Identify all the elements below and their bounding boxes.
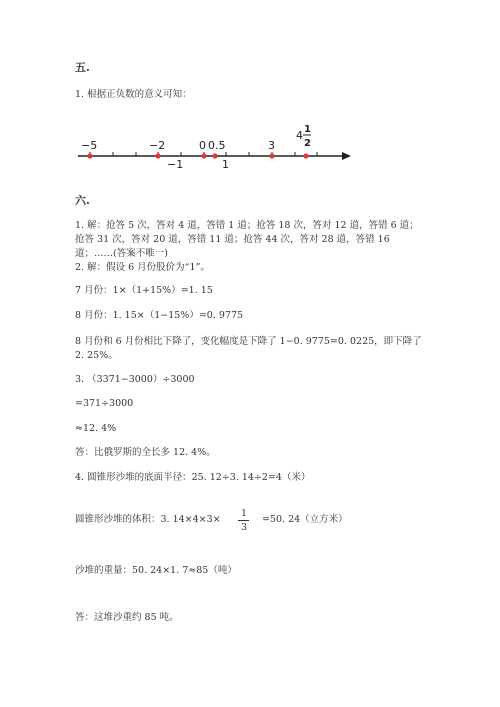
q4-fraction-denominator: 3 bbox=[241, 522, 248, 533]
q4-answer: 答：这堆沙重约 85 吨。 bbox=[75, 612, 179, 623]
section6-heading: 六. bbox=[75, 194, 90, 207]
label-minus-5: −5 bbox=[81, 139, 98, 152]
q1-line2: 抢答 31 次，答对 20 道，答错 11 道；抢答 44 次，答对 28 道，答错 16 bbox=[75, 234, 390, 245]
point-4-5 bbox=[303, 153, 308, 158]
label-3: 3 bbox=[268, 139, 275, 152]
label-0-5: 0.5 bbox=[208, 139, 226, 152]
q4-fraction-bar bbox=[238, 520, 249, 521]
q2-compare-line2: 2. 25%。 bbox=[75, 350, 118, 361]
q2-july: 7 月份：1×（1+15%）=1. 15 bbox=[75, 285, 213, 296]
q3-line3: ≈12. 4% bbox=[75, 423, 117, 434]
point-minus-2 bbox=[155, 153, 160, 158]
label-minus-1: −1 bbox=[167, 158, 184, 171]
q4-radius: 4. 圆锥形沙堆的底面半径：25. 12÷3. 14÷2=4（米） bbox=[75, 472, 311, 483]
q3-answer: 答：比俄罗斯的全长多 12. 4%。 bbox=[75, 447, 216, 458]
q1-line3: 道；……(答案不唯一) bbox=[75, 248, 168, 259]
point-0-5 bbox=[212, 153, 217, 158]
q3-line2: =371÷3000 bbox=[75, 398, 134, 409]
q4-volume-result: =50. 24（立方米） bbox=[262, 514, 348, 525]
number-line bbox=[70, 118, 360, 176]
q3-line1: 3. （3371−3000）÷3000 bbox=[75, 374, 195, 385]
label-mixed-numerator: 1 bbox=[304, 124, 311, 135]
label-minus-2: −2 bbox=[149, 139, 166, 152]
label-mixed-whole: 4 bbox=[296, 129, 303, 142]
point-minus-5 bbox=[87, 153, 92, 158]
label-0: 0 bbox=[199, 139, 206, 152]
q2-august: 8 月份：1. 15×（1−15%）=0. 9775 bbox=[75, 310, 244, 321]
q2-line1: 2. 解：假设 6 月份股价为“1”。 bbox=[75, 262, 210, 273]
q1-text: 1. 根据正负数的意义可知： bbox=[75, 89, 192, 100]
point-0 bbox=[201, 153, 206, 158]
point-3 bbox=[269, 153, 274, 158]
number-line-arrow bbox=[342, 152, 351, 160]
label-1: 1 bbox=[222, 158, 229, 171]
q1-line1: 1. 解：抢答 5 次，答对 4 道，答错 1 道；抢答 18 次，答对 12 道，答错 6 道； bbox=[75, 220, 419, 231]
q2-compare-line1: 8 月份和 6 月份相比下降了，变化幅度是下降了 1−0. 9775=0. 0225，即下降了 bbox=[75, 336, 422, 347]
q4-weight: 沙堆的重量：50. 24×1. 7≈85（吨） bbox=[75, 565, 237, 576]
q4-fraction-numerator: 1 bbox=[241, 508, 248, 519]
q4-volume-prefix: 圆锥形沙堆的体积：3. 14×4×3× bbox=[75, 514, 221, 525]
section5-heading: 五. bbox=[75, 61, 90, 74]
label-mixed-denominator: 2 bbox=[304, 138, 311, 149]
